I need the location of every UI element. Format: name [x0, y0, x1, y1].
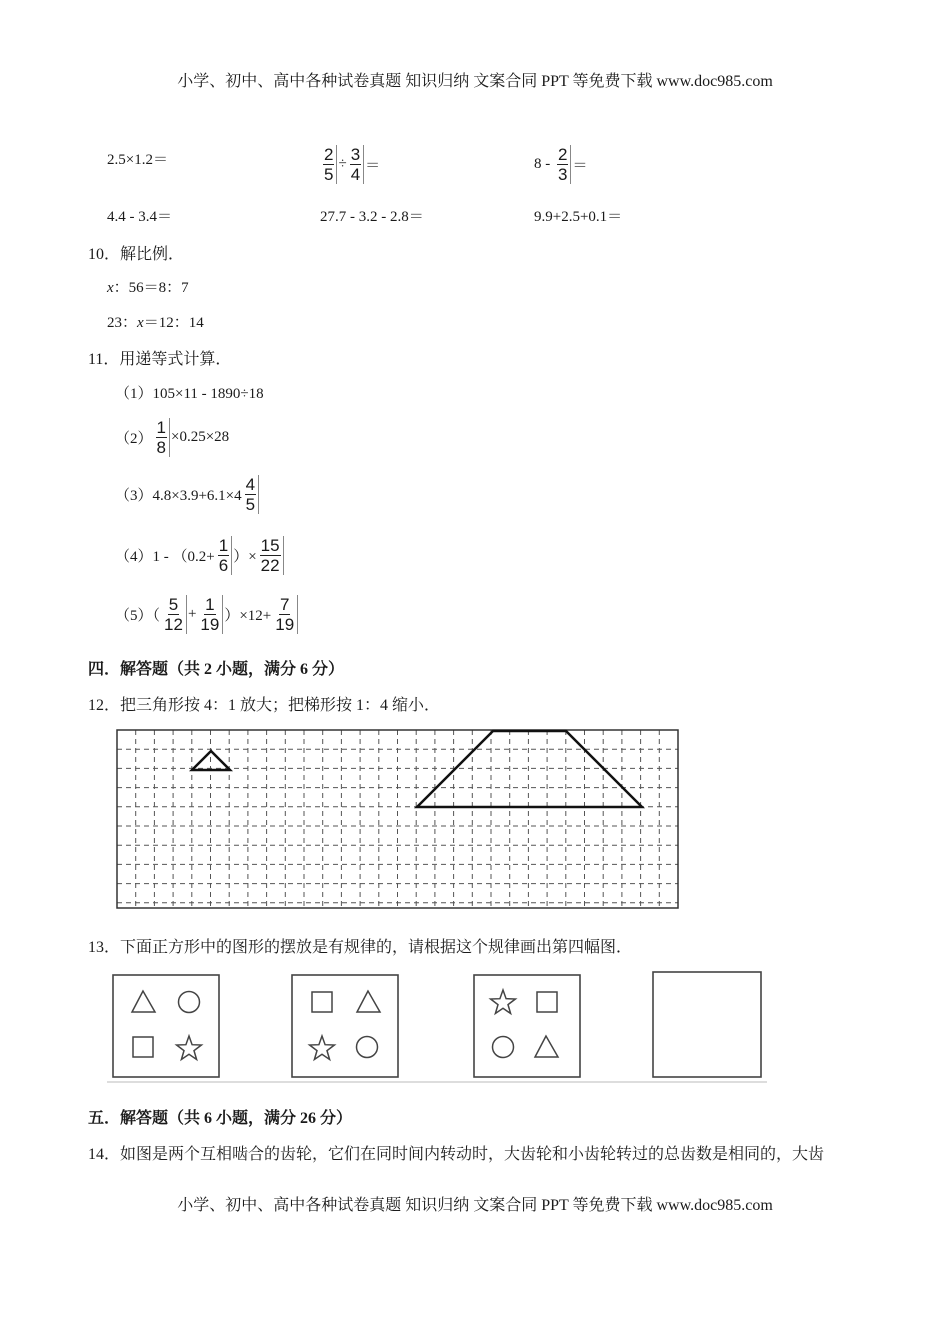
fraction: $\frac{1}{19}$: [197, 595, 223, 634]
square-icon: [133, 1037, 153, 1057]
fraction: $\frac{1}{6}$: [216, 536, 232, 575]
calc-item: 4.4 - 3.4＝: [107, 209, 172, 225]
calc-item: 9.9+2.5+0.1＝: [534, 209, 623, 225]
triangle-icon: [132, 991, 155, 1012]
circle-icon: [357, 1037, 378, 1058]
calc-item: 2.5×1.2＝: [107, 152, 168, 168]
proportion-equation-1: x：56＝8：7: [107, 280, 189, 296]
fraction: $\frac{7}{19}$: [272, 595, 298, 634]
calc-step-item-4: （4）1 - （0.2+ $\frac{1}{6}$ ）× $\frac{15}{22}$: [115, 536, 285, 575]
grid-lines: [117, 730, 678, 908]
fraction: $\frac{3}{4}$: [348, 145, 364, 184]
fraction: $\frac{2}{5}$: [321, 145, 337, 184]
question-10-title: 10．解比例．: [88, 246, 185, 263]
page-footer: 小学、初中、高中各种试卷真题 知识归纳 文案合同 PPT 等免费下载 www.doc985.com: [177, 1197, 773, 1214]
question-14-text: 14．如图是两个互相啮合的齿轮，它们在同时间内转动时，大齿轮和小齿轮转过的总齿数是相同的，大齿: [88, 1146, 825, 1163]
calc-step-item-1: （1）105×11 - 1890÷18: [115, 386, 264, 402]
fraction: $\frac{15}{22}$: [258, 536, 284, 575]
calc-item: 27.7 - 3.2 - 2.8＝: [320, 209, 424, 225]
section-5-heading: 五．解答题（共 6 小题，满分 26 分）: [88, 1110, 353, 1127]
calc-item-fraction-division: $\frac{2}{5}$ ÷ $\frac{3}{4}$ ＝: [320, 145, 380, 184]
triangle-icon: [357, 991, 380, 1012]
fraction: $\frac{2}{3}$: [555, 145, 571, 184]
calc-step-item-3: （3）4.8×3.9+6.1×4 $\frac{4}{5}$: [115, 475, 260, 514]
fraction: $\frac{5}{12}$: [161, 595, 187, 634]
star-icon: [177, 1036, 202, 1060]
circle-icon: [179, 992, 200, 1013]
pattern-square-3: [474, 975, 580, 1077]
calc-step-item-2: （2） $\frac{1}{8}$ ×0.25×28: [115, 418, 230, 457]
pattern-square-4-blank[interactable]: [653, 972, 761, 1077]
question-13-text: 13．下面正方形中的图形的摆放是有规律的，请根据这个规律画出第四幅图．: [88, 939, 633, 956]
circle-icon: [493, 1037, 514, 1058]
fraction: $\frac{4}{5}$: [243, 475, 259, 514]
question-11-title: 11．用递等式计算．: [88, 351, 232, 368]
trapezoid-shape: [417, 731, 642, 807]
section-4-heading: 四．解答题（共 2 小题，满分 6 分）: [88, 661, 345, 678]
triangle-icon: [535, 1036, 558, 1057]
fraction: $\frac{1}{8}$: [154, 418, 170, 457]
pattern-squares-figure: [105, 968, 770, 1086]
square-icon: [537, 992, 557, 1012]
scaling-grid-figure: [110, 720, 685, 910]
grid-border: [117, 730, 678, 908]
proportion-equation-2: 23：x＝12：14: [107, 315, 204, 331]
square-icon: [312, 992, 332, 1012]
question-12-text: 12．把三角形按 4：1 放大；把梯形按 1：4 缩小．: [88, 697, 441, 714]
pattern-square-1: [113, 975, 219, 1077]
pattern-square-2: [292, 975, 398, 1077]
star-icon: [491, 990, 516, 1014]
calc-step-item-5: （5）（ $\frac{5}{12}$ + $\frac{1}{19}$ ）×12+ $\frac{7}{19}$: [115, 595, 299, 634]
star-icon: [310, 1036, 335, 1060]
page-header: 小学、初中、高中各种试卷真题 知识归纳 文案合同 PPT 等免费下载 www.doc985.com: [177, 73, 773, 90]
calc-item-fraction-subtraction: 8 - $\frac{2}{3}$ ＝: [534, 145, 588, 184]
